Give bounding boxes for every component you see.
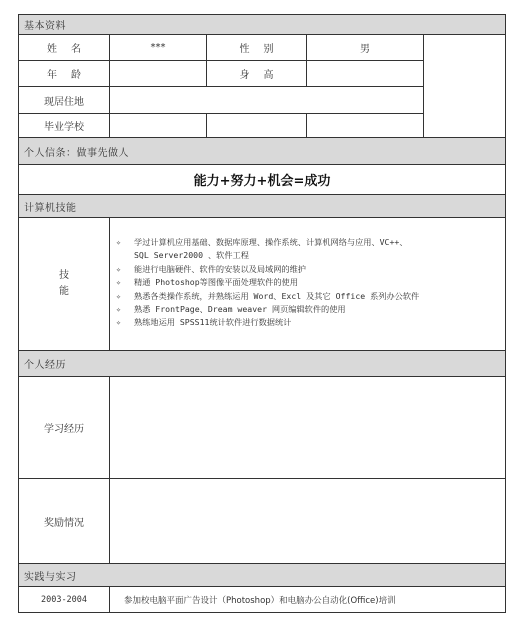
grid-line (18, 350, 506, 351)
list-item: ✧ 能进行电脑硬件、软件的安装以及局域网的维护 (116, 263, 500, 276)
grid-line (306, 113, 307, 137)
section-title: 基本资料 (24, 21, 66, 32)
diamond-bullet-icon: ✧ (116, 304, 121, 315)
list-item: ✧ 熟悉 FrontPage、Dream weaver 网页编辑软件的使用 (116, 303, 500, 316)
diamond-bullet-icon: ✧ (116, 290, 121, 301)
height-value (307, 61, 423, 86)
height-label: 身高 (239, 70, 288, 81)
diamond-bullet-icon: ✧ (116, 277, 121, 288)
grid-line (206, 113, 207, 137)
practice-period: 2003-2004 (40, 595, 88, 605)
motto-text: 能力+努力+机会=成功 (193, 174, 331, 189)
skills-label-bottom: 能 (59, 286, 69, 297)
list-item: SQL Server2000 、软件工程 (134, 250, 249, 261)
residence-label: 现居住地 (44, 96, 84, 108)
section-title: 个人经历 (24, 360, 66, 371)
study-history-label: 学习经历 (44, 424, 84, 435)
skills-label-top: 技 (59, 270, 69, 281)
skills-list (116, 236, 500, 330)
school-label: 毕业学校 (44, 122, 84, 133)
gender-label: 性别 (239, 44, 288, 55)
grid-line (109, 217, 110, 350)
practice-description: 参加校电脑平面广告设计（Photoshop）和电脑办公自动化(Office)培训 (124, 596, 396, 606)
name-value: *** (150, 42, 166, 53)
grid-line (18, 194, 506, 195)
name-label: 姓名 (47, 44, 95, 55)
diamond-bullet-icon: ✧ (116, 263, 121, 274)
age-label: 年龄 (47, 70, 95, 81)
list-item: ✧ 熟练地运用 SPSS11统计软件进行数据统计 (116, 316, 500, 329)
residence-value (110, 87, 423, 113)
photo-area (424, 35, 505, 137)
gender-value: 男 (360, 44, 370, 55)
skills-label (19, 218, 109, 350)
section-title: 个人信条：做事先做人 (24, 147, 129, 159)
list-item: ✧ 精通 Photoshop等图像平面处理软件的使用 (116, 276, 500, 289)
diamond-bullet-icon: ✧ (116, 237, 121, 247)
grid-line (18, 137, 506, 138)
school-value (110, 114, 206, 137)
list-item: ✧ 熟悉各类操作系统，并熟练运用 Word、Excl 及其它 Office 系列办公软件 (116, 290, 500, 303)
study-history-value (110, 377, 505, 478)
awards-label: 奖励情况 (44, 517, 84, 529)
grid-line (109, 586, 110, 613)
list-item: ✧ 学过计算机应用基础、数据库原理、操作系统、计算机网络与应用、VC++、 (116, 236, 500, 249)
diamond-bullet-icon: ✧ (116, 317, 121, 328)
section-title: 计算机技能 (24, 202, 77, 214)
awards-value (110, 479, 505, 563)
age-value (110, 61, 206, 86)
grid-line (18, 563, 506, 564)
section-title: 实践与实习 (24, 571, 77, 583)
